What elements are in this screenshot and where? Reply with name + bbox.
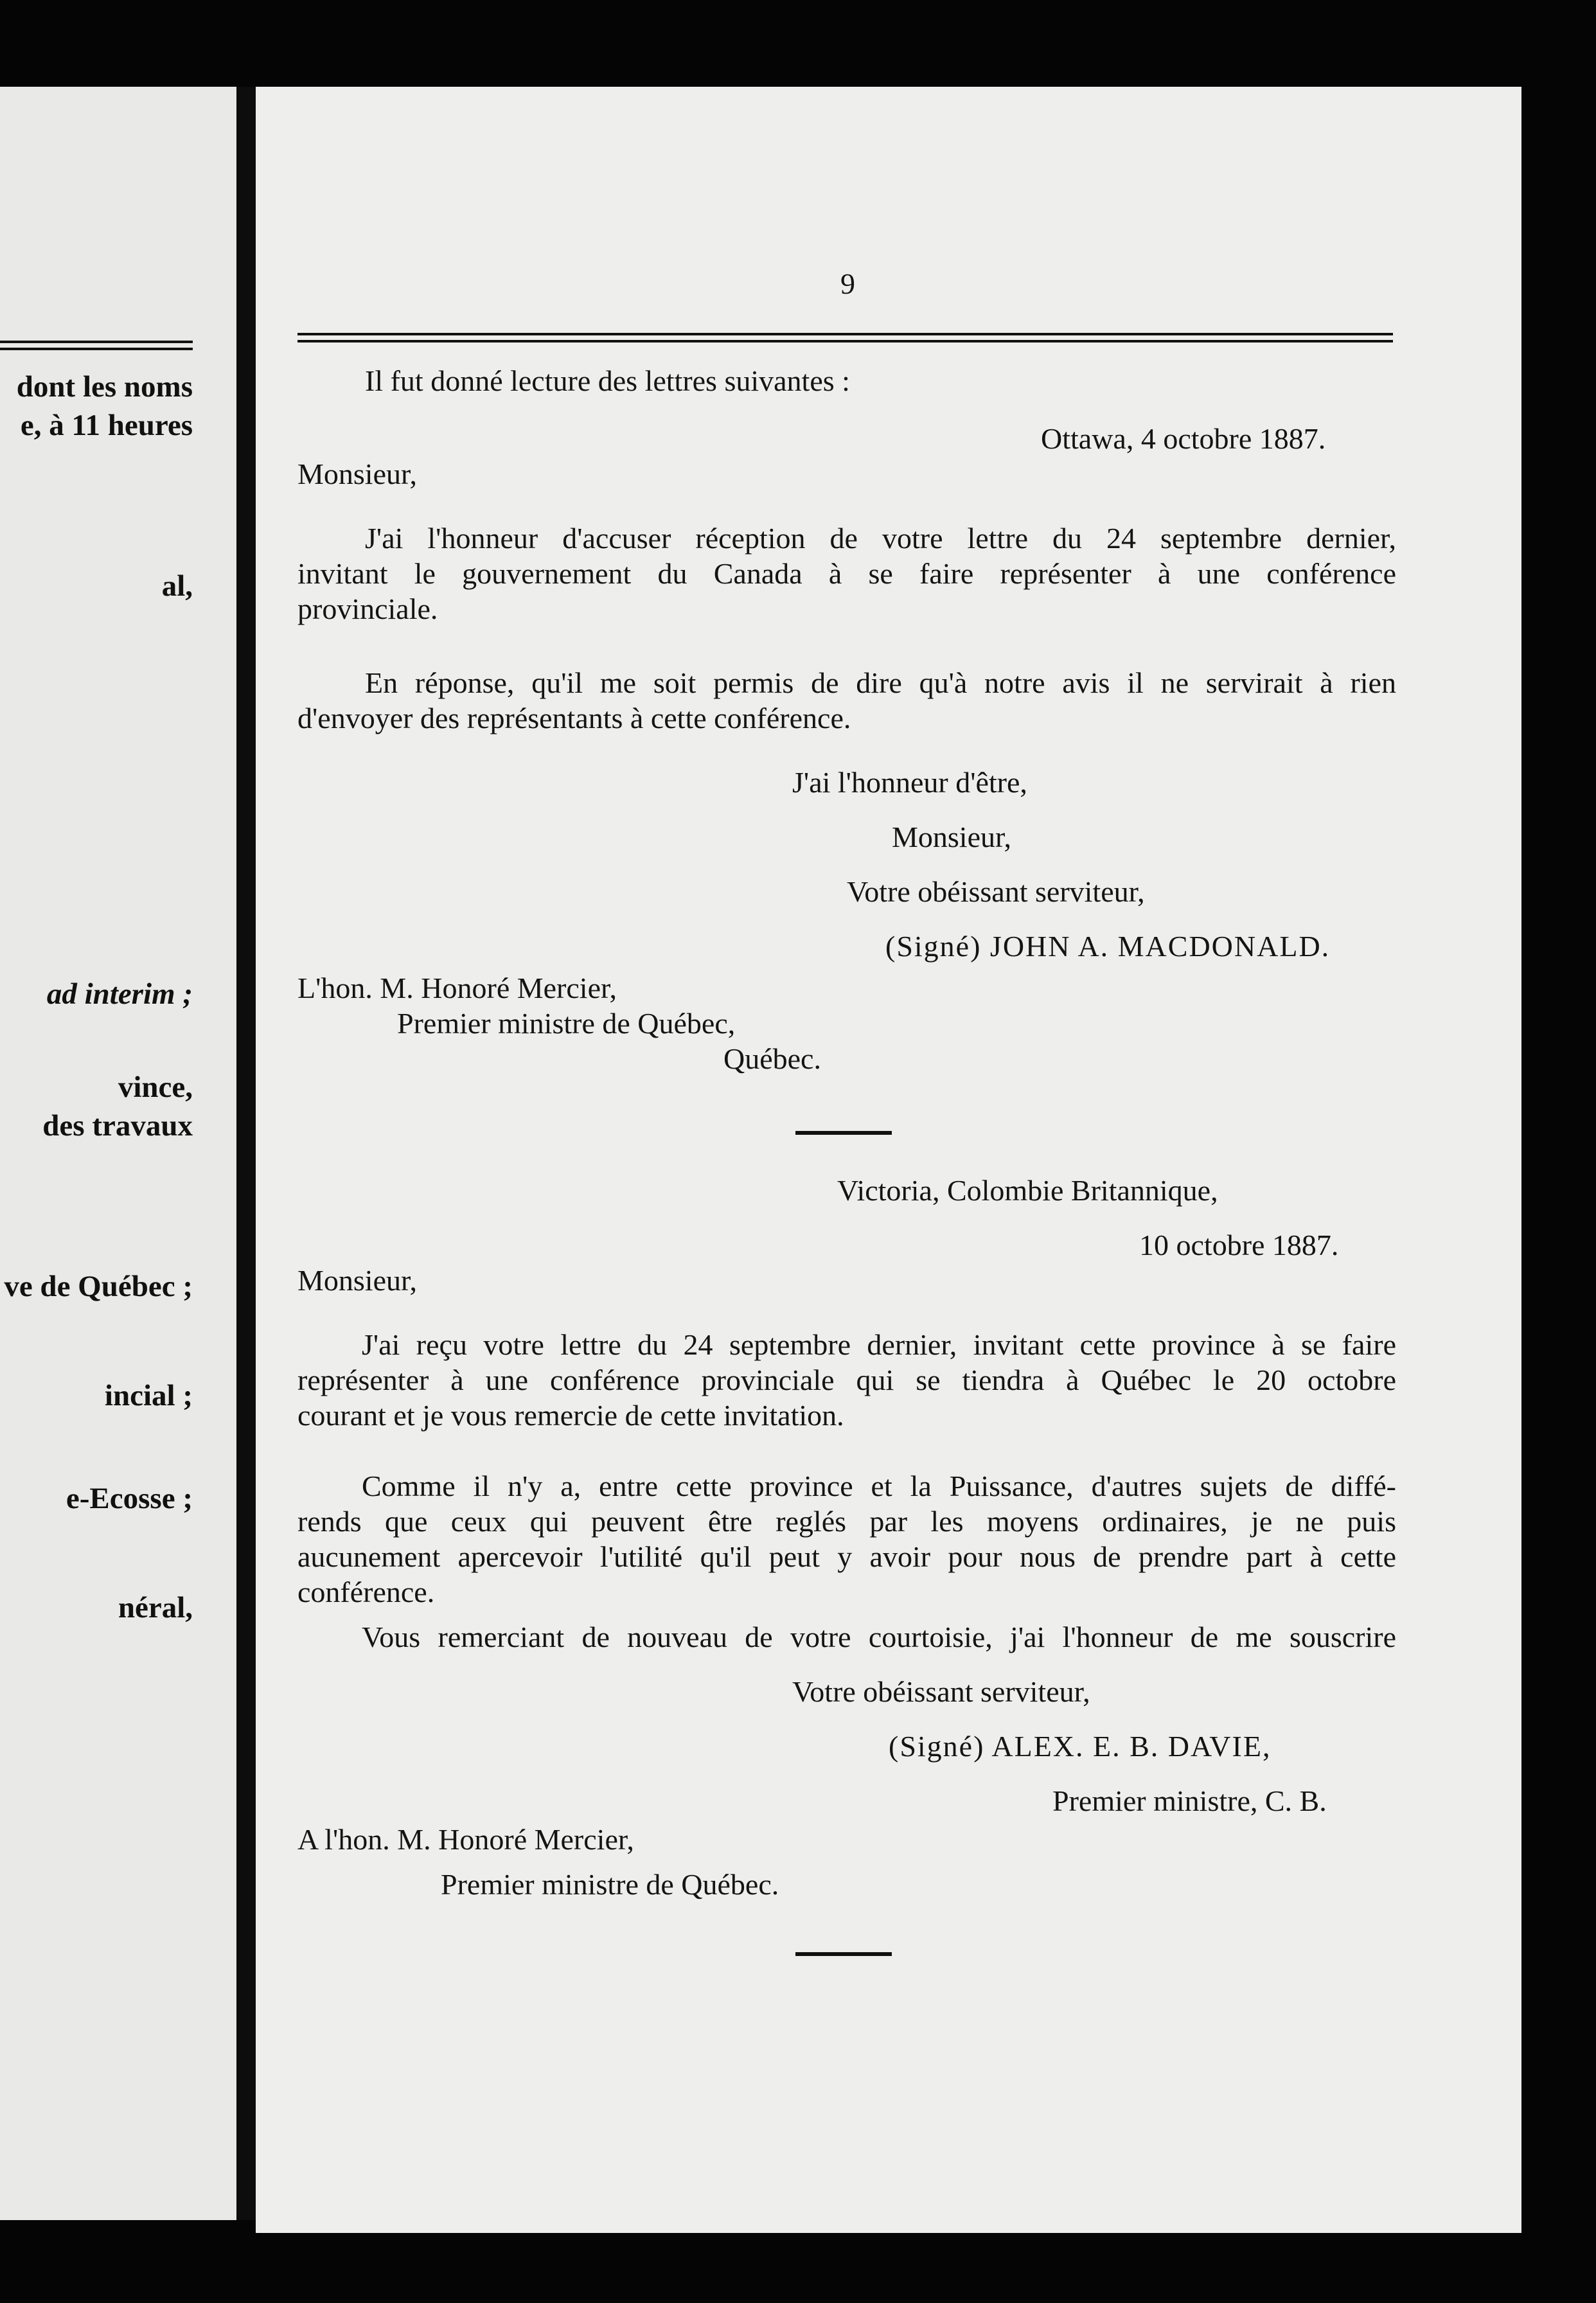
letter2-paragraph-line: rends que ceux qui peuvent être reglés par les moyens ordinaires, je ne puis	[297, 1505, 1396, 1538]
left-fragment-line: e, à 11 heures	[20, 409, 193, 442]
left-fragment-line: incial ;	[104, 1379, 193, 1412]
letter2-paragraph-line: représenter à une conférence provinciale qui se tiendra à Québec le 20 octobre	[297, 1364, 1396, 1396]
letter1-addressee: Premier ministre de Québec,	[397, 1007, 736, 1040]
letter1-paragraph-line: En réponse, qu'il me soit permis de dire qu'à notre avis il ne servirait à rien	[365, 666, 1396, 699]
letter2-addressee: Premier ministre de Québec.	[441, 1868, 779, 1901]
letter2-signature: (Signé) ALEX. E. B. DAVIE,	[889, 1730, 1272, 1763]
letter1-addressee: Québec.	[723, 1042, 821, 1075]
letter-separator	[795, 1131, 892, 1135]
letter1-paragraph-line: d'envoyer des représentants à cette conférence.	[297, 702, 851, 734]
header-rule	[297, 340, 1393, 342]
letter1-signature: (Signé) JOHN A. MACDONALD.	[885, 930, 1331, 963]
left-fragment-line: ad interim ;	[46, 977, 193, 1011]
document-page	[256, 87, 1521, 2233]
letter2-place: Victoria, Colombie Britannique,	[837, 1174, 1218, 1207]
letter2-paragraph-line: Vous remerciant de nouveau de votre courtoisie, j'ai l'honneur de me souscrire	[362, 1621, 1396, 1653]
left-fragment-line: al,	[161, 569, 193, 603]
letter1-salutation: Monsieur,	[297, 458, 417, 490]
letter2-date: 10 octobre 1887.	[1139, 1229, 1339, 1261]
left-fragment-line: néral,	[118, 1591, 193, 1624]
letter1-closing: J'ai l'honneur d'être,	[792, 766, 1027, 799]
letter2-closing: Votre obéissant serviteur,	[792, 1675, 1090, 1708]
letter-separator	[795, 1952, 892, 1956]
left-page-fragment	[0, 87, 236, 2220]
letter1-addressee: L'hon. M. Honoré Mercier,	[297, 972, 617, 1004]
letter2-paragraph-line: Comme il n'y a, entre cette province et la Puissance, d'autres sujets de diffé-	[362, 1470, 1396, 1502]
page-number: 9	[840, 267, 855, 300]
letter2-paragraph-line: courant et je vous remercie de cette invitation.	[297, 1399, 844, 1432]
letter2-salutation: Monsieur,	[297, 1264, 417, 1297]
intro-text: Il fut donné lecture des lettres suivantes :	[365, 364, 850, 397]
left-page-rule	[0, 341, 193, 343]
left-fragment-line: e-Ecosse ;	[66, 1482, 193, 1515]
left-fragment-line: dont les noms	[16, 370, 193, 404]
letter2-paragraph-line: aucunement apercevoir l'utilité qu'il peut y avoir pour nous de prendre part à cette	[297, 1540, 1396, 1573]
letter2-paragraph-line: J'ai reçu votre lettre du 24 septembre dernier, invitant cette province à se faire	[362, 1328, 1396, 1361]
letter1-place-date: Ottawa, 4 octobre 1887.	[1041, 422, 1326, 455]
left-fragment-line: ve de Québec ;	[4, 1270, 193, 1303]
letter1-closing: Monsieur,	[892, 821, 1011, 853]
left-fragment-line: des travaux	[42, 1109, 193, 1143]
letter1-paragraph-line: J'ai l'honneur d'accuser réception de votre lettre du 24 septembre dernier,	[365, 522, 1396, 555]
left-page-rule	[0, 348, 193, 350]
letter2-paragraph-line: conférence.	[297, 1576, 435, 1608]
letter1-paragraph-line: provinciale.	[297, 592, 438, 625]
left-fragment-line: vince,	[118, 1071, 193, 1104]
letter1-closing: Votre obéissant serviteur,	[847, 875, 1145, 908]
letter2-signer-title: Premier ministre, C. B.	[1052, 1784, 1327, 1817]
header-rule	[297, 333, 1393, 335]
letter2-addressee: A l'hon. M. Honoré Mercier,	[297, 1823, 634, 1856]
letter1-paragraph-line: invitant le gouvernement du Canada à se faire représenter à une conférence	[297, 557, 1396, 590]
book-spine	[236, 87, 256, 2220]
